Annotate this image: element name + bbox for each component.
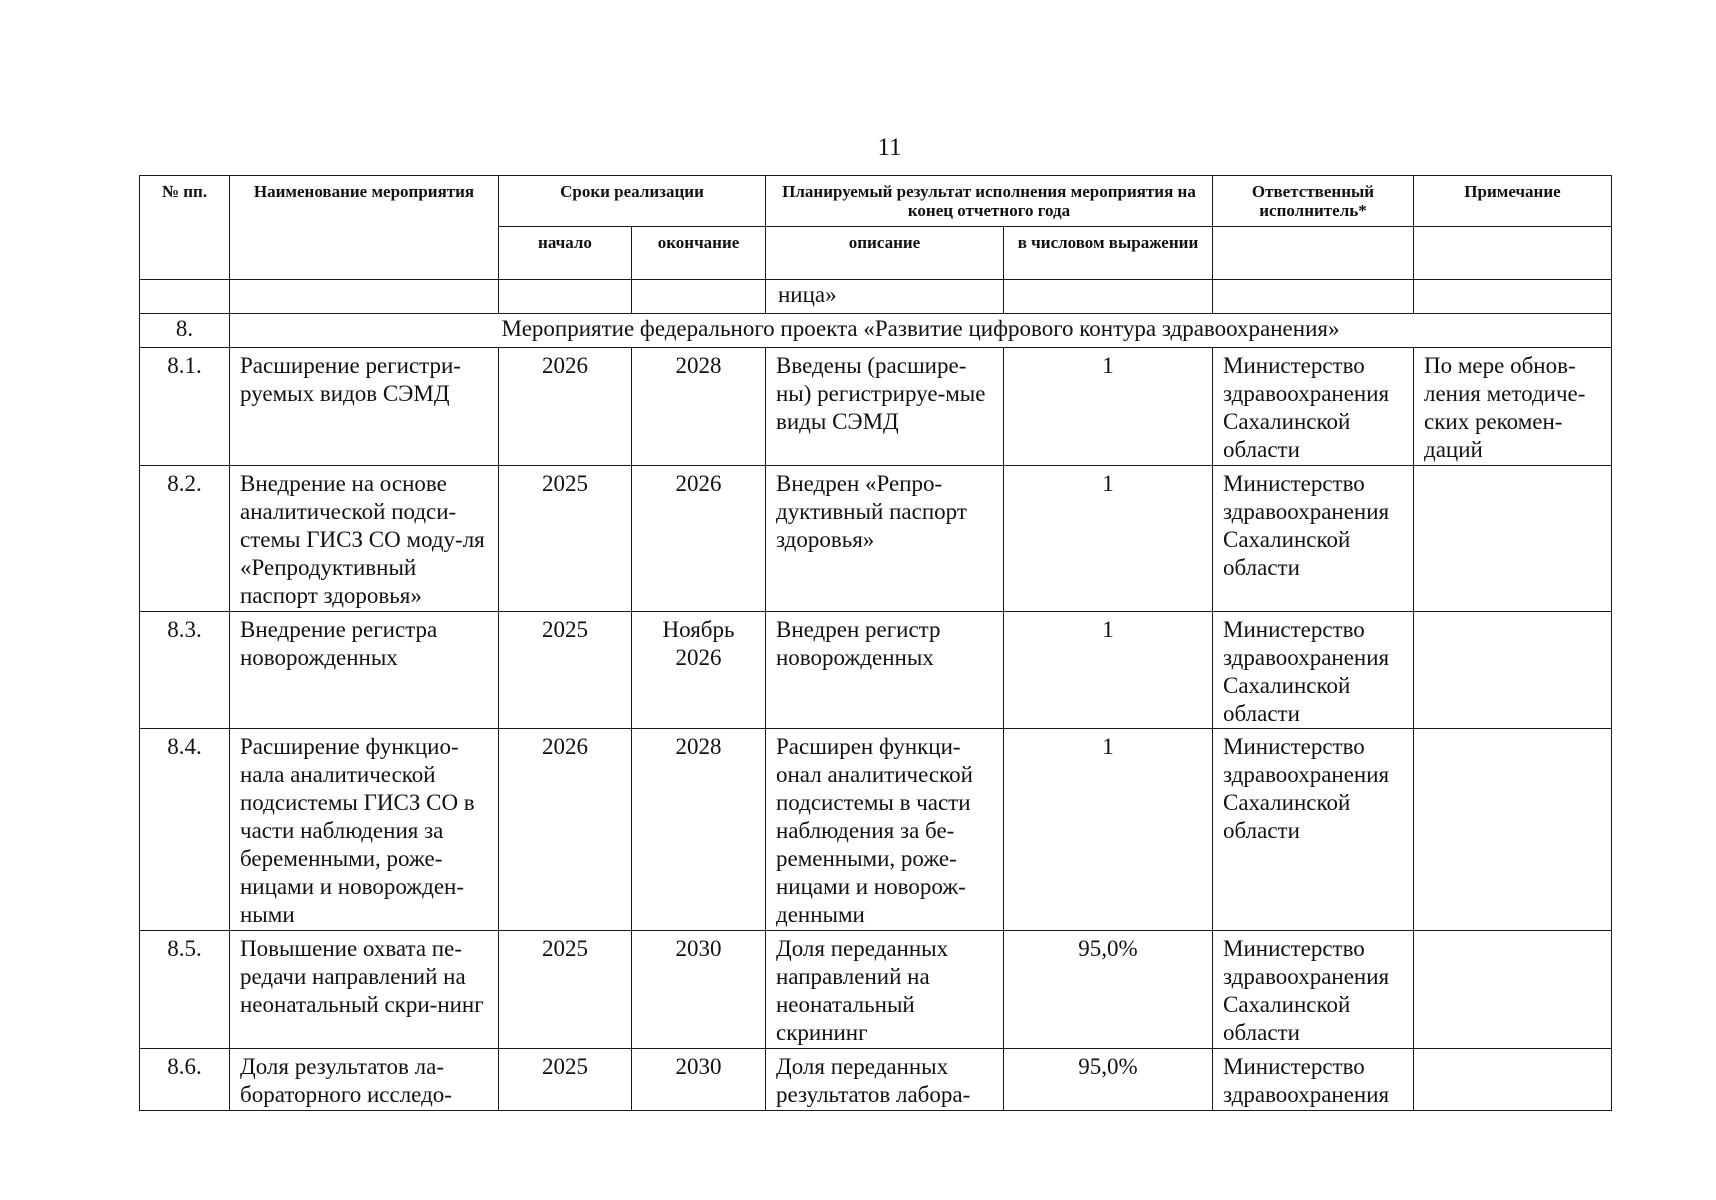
row-description: Внедрен «Репро-дуктивный паспорт здоровья» xyxy=(766,466,1004,612)
row-responsible: Министерство здравоохранения Сахалинской области xyxy=(1213,612,1414,729)
header-result: Планируемый результат исполнения мероприятия на конец отчетного года xyxy=(766,176,1213,227)
row-end: 2030 xyxy=(632,931,766,1049)
row-value: 1 xyxy=(1004,729,1213,931)
row-note xyxy=(1414,729,1612,931)
row-value: 95,0% xyxy=(1004,1049,1213,1111)
row-value: 1 xyxy=(1004,466,1213,612)
row-note: По мере обнов-ления методиче-ских рекомен-даций xyxy=(1414,348,1612,466)
row-start: 2025 xyxy=(499,466,632,612)
carryover-description: ница» xyxy=(766,280,1004,314)
row-start: 2025 xyxy=(499,612,632,729)
row-name: Повышение охвата пе-редачи направлений на неонатальный скри-нинг xyxy=(230,931,499,1049)
row-start: 2025 xyxy=(499,1049,632,1111)
row-name: Внедрение регистра новорожденных xyxy=(230,612,499,729)
row-name: Расширение регистри-руемых видов СЭМД xyxy=(230,348,499,466)
header-note-empty xyxy=(1414,227,1612,280)
header-description: описание xyxy=(766,227,1004,280)
row-responsible: Министерство здравоохранения Сахалинской области xyxy=(1213,729,1414,931)
activities-table xyxy=(139,175,1612,1111)
header-responsible: Ответственный исполнитель* xyxy=(1213,176,1414,227)
header-numeric: в числовом выражении xyxy=(1004,227,1213,280)
row-responsible: Министерство здравоохранения Сахалинской области xyxy=(1213,348,1414,466)
row-description: Внедрен регистр новорожденных xyxy=(766,612,1004,729)
row-name: Доля результатов ла-бораторного исследо- xyxy=(230,1049,499,1111)
table-row xyxy=(140,466,1612,612)
page-number: 11 xyxy=(877,134,902,161)
table-row xyxy=(140,612,1612,729)
row-start: 2026 xyxy=(499,729,632,931)
row-value: 1 xyxy=(1004,612,1213,729)
carryover-row xyxy=(140,280,1612,314)
header-num: № пп. xyxy=(140,176,230,280)
row-responsible: Министерство здравоохранения xyxy=(1213,1049,1414,1111)
section-title: Мероприятие федерального проекта «Развитие цифрового контура здравоохранения» xyxy=(230,314,1612,348)
header-note: Примечание xyxy=(1414,176,1612,227)
row-description: Расширен функци-онал аналитической подсистемы в части наблюдения за бе-ременными, роже-ницами и новорож-денными xyxy=(766,729,1004,931)
row-number: 8.2. xyxy=(140,466,230,612)
header-start: начало xyxy=(499,227,632,280)
row-start: 2026 xyxy=(499,348,632,466)
row-end: 2030 xyxy=(632,1049,766,1111)
header-terms: Сроки реализации xyxy=(499,176,766,227)
row-value: 1 xyxy=(1004,348,1213,466)
section-row xyxy=(140,314,1612,348)
row-end: 2026 xyxy=(632,466,766,612)
header-name: Наименование мероприятия xyxy=(230,176,499,280)
row-number: 8.3. xyxy=(140,612,230,729)
row-number: 8.5. xyxy=(140,931,230,1049)
row-end: 2028 xyxy=(632,348,766,466)
row-name: Расширение функцио-нала аналитической подсистемы ГИСЗ СО в части наблюдения за беременными, роже-ницами и новорожден-ными xyxy=(230,729,499,931)
row-description: Доля переданных направлений на неонатальный скрининг xyxy=(766,931,1004,1049)
row-description: Доля переданных результатов лабора- xyxy=(766,1049,1004,1111)
header-responsible-empty xyxy=(1213,227,1414,280)
row-note xyxy=(1414,466,1612,612)
row-name: Внедрение на основе аналитической подси-стемы ГИСЗ СО моду-ля «Репродуктивный паспорт здоровья» xyxy=(230,466,499,612)
section-number: 8. xyxy=(140,314,230,348)
table-row xyxy=(140,1049,1612,1111)
row-start: 2025 xyxy=(499,931,632,1049)
row-note xyxy=(1414,931,1612,1049)
table-row xyxy=(140,348,1612,466)
header-row-1 xyxy=(140,176,1612,227)
row-note xyxy=(1414,1049,1612,1111)
header-end: окончание xyxy=(632,227,766,280)
row-number: 8.4. xyxy=(140,729,230,931)
row-value: 95,0% xyxy=(1004,931,1213,1049)
row-responsible: Министерство здравоохранения Сахалинской области xyxy=(1213,931,1414,1049)
row-description: Введены (расшире-ны) регистрируе-мые виды СЭМД xyxy=(766,348,1004,466)
row-number: 8.1. xyxy=(140,348,230,466)
row-end: 2028 xyxy=(632,729,766,931)
row-note xyxy=(1414,612,1612,729)
row-responsible: Министерство здравоохранения Сахалинской области xyxy=(1213,466,1414,612)
table-row xyxy=(140,729,1612,931)
row-number: 8.6. xyxy=(140,1049,230,1111)
table-row xyxy=(140,931,1612,1049)
row-end: Ноябрь 2026 xyxy=(632,612,766,729)
